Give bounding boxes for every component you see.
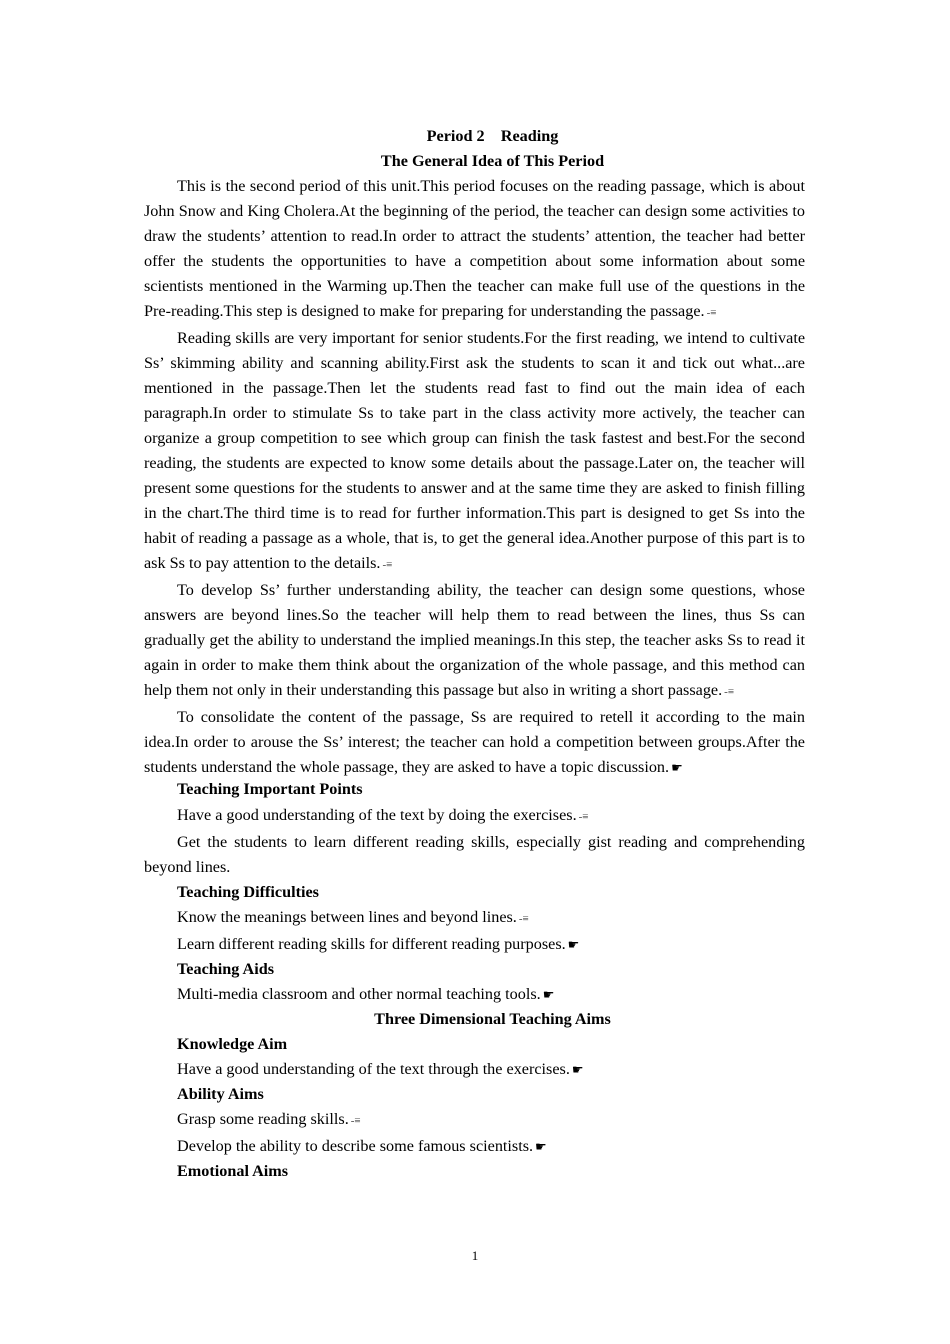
heading-knowledge-aim: Knowledge Aim — [177, 1035, 288, 1053]
heading-important-points: Teaching Important Points — [177, 780, 363, 798]
heading-aids: Teaching Aids — [177, 960, 275, 978]
aid-1 — [144, 982, 805, 1007]
item-text: Develop the ability to describe some famous scientists. — [177, 1137, 534, 1155]
paragraph-text: To develop Ss’ further understanding ability, the teacher can design some questions, whose answers are beyond lines.So the teacher will help them to read between the lines, thus Ss can gradually get the ability to understand the implied meanings.In this step, the teacher asks Ss to read it again in order to make them think about the organization of the whole passage, and this method can help them not only in their understanding this passage but also in writing a short passage. — [144, 581, 805, 699]
paragraph-mark-icon: -≡ — [518, 913, 529, 925]
page-number: 1 — [471, 1248, 479, 1263]
section-title-aims: Three Dimensional Teaching Aims — [374, 1010, 611, 1028]
item-text: Multi-media classroom and other normal teaching tools. — [177, 985, 541, 1003]
paragraph-mark-icon: -≡ — [706, 307, 717, 319]
paragraph-3 — [144, 578, 805, 705]
paragraph-1 — [144, 174, 805, 326]
knowledge-aim-1 — [144, 1057, 805, 1082]
paragraph-mark-icon: -≡ — [382, 559, 393, 571]
heading-emotional-aims: Emotional Aims — [177, 1162, 289, 1180]
important-point-2: Get the students to learn different reading skills, especially gist reading and comprehending beyond lines. — [144, 833, 805, 876]
paragraph-text: This is the second period of this unit.This period focuses on the reading passage, which is about John Snow and King Cholera.At the beginning of the period, the teacher can design some activities to draw the students’ attention to read.In order to attract the students’ attention, the teacher had better offer the students the opportunities to have a competition about some information about some scientists mentioned in the Warming up.Then the teacher can make full use of the questions in the Pre-reading.This step is designed to make for preparing for understanding the passage. — [144, 177, 805, 320]
ability-aim-1 — [144, 1107, 805, 1134]
paragraph-4 — [144, 705, 805, 780]
hand-mark-icon: ☛ — [567, 937, 580, 952]
paragraph-mark-icon: -≡ — [350, 1115, 361, 1127]
heading-ability-aims: Ability Aims — [177, 1085, 264, 1103]
paragraph-mark-icon: -≡ — [578, 811, 589, 823]
hand-mark-icon: ☛ — [535, 1139, 547, 1154]
paragraph-text: To consolidate the content of the passage, Ss are required to retell it according to the main idea.In order to arouse the Ss’ interest; the teacher can hold a competition between groups.After the students understand the whole passage, they are asked to have a topic discussion. — [144, 708, 805, 776]
item-text: Know the meanings between lines and beyond lines. — [177, 908, 517, 926]
hand-mark-icon: ☛ — [571, 1062, 584, 1077]
item-text: Learn different reading skills for different reading purposes. — [177, 935, 566, 953]
difficulty-2 — [144, 932, 805, 957]
page-title: Period 2 Reading — [426, 127, 559, 145]
hand-mark-icon: ☛ — [671, 760, 683, 775]
item-text: Grasp some reading skills. — [177, 1110, 349, 1128]
section-title-general-idea: The General Idea of This Period — [380, 152, 605, 170]
hand-mark-icon: ☛ — [542, 987, 555, 1002]
paragraph-mark-icon: -≡ — [724, 686, 735, 698]
heading-difficulties: Teaching Difficulties — [177, 883, 319, 901]
ability-aim-2 — [144, 1134, 805, 1159]
paragraph-2 — [144, 326, 805, 578]
difficulty-1 — [144, 905, 805, 932]
page-content — [144, 124, 805, 1184]
item-text: Have a good understanding of the text by doing the exercises. — [177, 806, 577, 824]
paragraph-text: Reading skills are very important for senior students.For the first reading, we intend to cultivate Ss’ skimming ability and scanning ability.First ask the students to scan it and tick out what...are mentioned in the passage.Then let the students read fast to find out the main idea of each paragraph.In order to stimulate Ss to take part in the class activity more actively, the teacher can organize a group competition to see which group can finish the task fastest and best.For the second reading, the students are expected to know some details about the passage.Later on, the teacher will present some questions for the students to answer and at the same time they are asked to finish filling in the chart.The third time is to read for further information.This part is designed to get Ss into the habit of reading a passage as a whole, that is, to get the general idea.Another purpose of this part is to ask Ss to pay attention to the details. — [144, 329, 805, 572]
important-point-1 — [144, 803, 805, 830]
item-text: Have a good understanding of the text through the exercises. — [177, 1060, 570, 1078]
